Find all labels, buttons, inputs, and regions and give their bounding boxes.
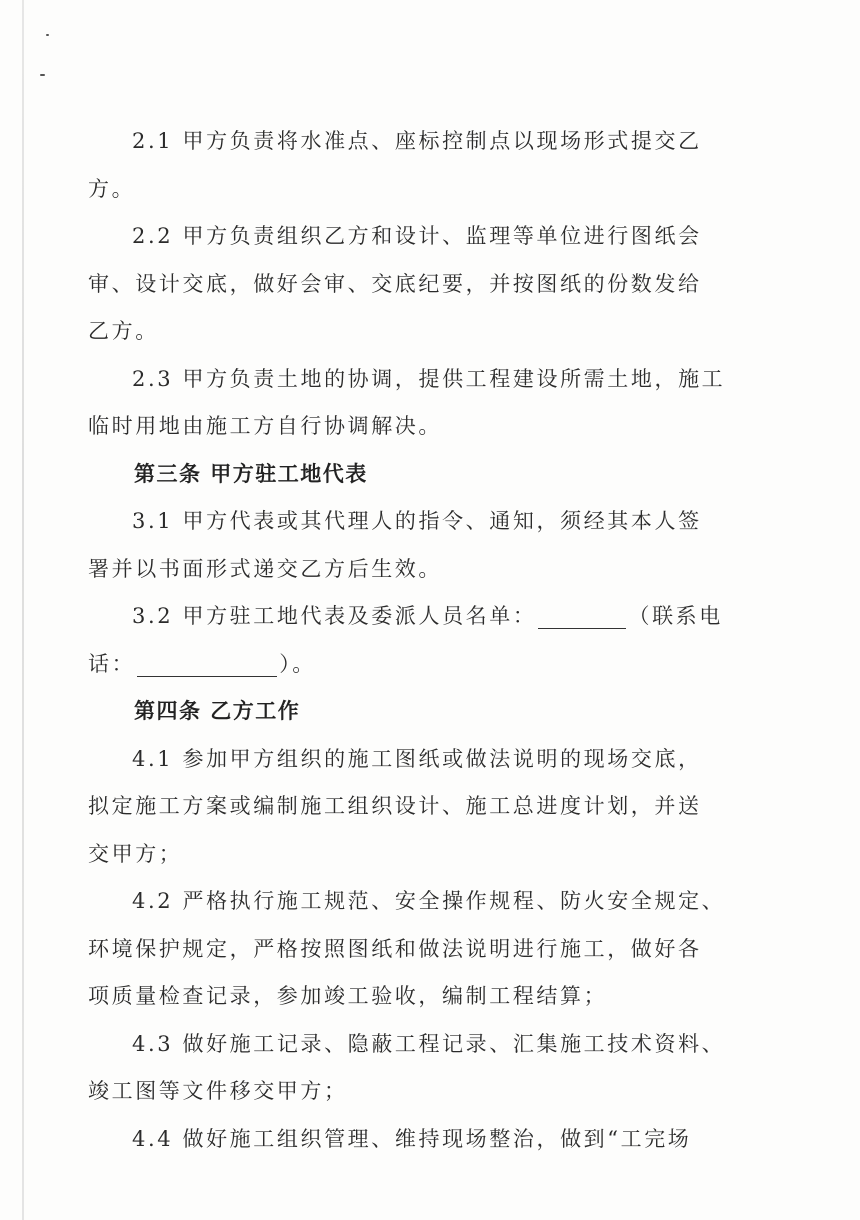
paragraph-3-1-line-1: 3.1 甲方代表或其代理人的指令、通知，须经其本人签 <box>132 509 702 533</box>
paragraph-3-2-phone-label: 话： <box>88 651 136 676</box>
paragraph-4-3-line-1: 4.3 做好施工记录、隐蔽工程记录、汇集施工技术资料、 <box>132 1031 726 1056</box>
paragraph-3-2-text-after-blank: （联系电 <box>628 604 723 628</box>
paragraph-2-2-line-1: 2.2 甲方负责组织乙方和设计、监理等单位进行图纸会 <box>132 224 702 248</box>
paragraph-2-3-line-2: 临时用地由施工方自行协调解决。 <box>88 414 442 438</box>
scan-speck <box>46 34 49 36</box>
paragraph-4-1-line-2: 拟定施工方案或编制施工组织设计、施工总进度计划，并送 <box>88 794 702 818</box>
paragraph-3-2-closing: ）。 <box>279 651 316 676</box>
paragraph-4-2-line-2: 环境保护规定，严格按照图纸和做法说明进行施工，做好各 <box>88 936 702 961</box>
paragraph-4-3-line-2: 竣工图等文件移交甲方； <box>88 1079 348 1103</box>
paragraph-3-1-line-2: 署并以书面形式递交乙方后生效。 <box>88 556 442 581</box>
paragraph-2-1-line-2: 方。 <box>88 176 136 201</box>
scan-edge-shadow <box>22 0 24 1220</box>
paragraph-4-4-line-1: 4.4 做好施工组织管理、维持现场整治，做到“工完场 <box>132 1126 692 1151</box>
section-heading-article-4: 第四条 乙方工作 <box>134 699 301 723</box>
contact-phone-blank <box>137 654 277 677</box>
paragraph-3-2-line-1 <box>88 593 723 641</box>
paragraph-4-2-line-1: 4.2 严格执行施工规范、安全操作规程、防火安全规定、 <box>132 889 726 913</box>
paragraph-4-1-line-1: 4.1 参加甲方组织的施工图纸或做法说明的现场交底， <box>132 746 702 771</box>
paragraph-2-3-line-1: 2.3 甲方负责土地的协调，提供工程建设所需土地，施工 <box>132 366 726 391</box>
paragraph-4-2-line-3: 项质量检查记录，参加竣工验收，编制工程结算； <box>88 984 608 1008</box>
paragraph-2-2-line-3: 乙方。 <box>88 319 159 343</box>
paragraph-2-2-line-2: 审、设计交底，做好会审、交底纪要，并按图纸的份数发给 <box>88 271 702 296</box>
paragraph-3-2-line-2 <box>88 641 708 689</box>
paragraph-3-2-text-before-blank: 3.2 甲方驻工地代表及委派人员名单： <box>132 604 537 628</box>
section-heading-article-3: 第三条 甲方驻工地代表 <box>134 461 368 486</box>
representative-name-blank <box>538 606 626 629</box>
paragraph-2-1-line-1: 2.1 甲方负责将水准点、座标控制点以现场形式提交乙 <box>132 129 702 153</box>
paragraph-4-1-line-3: 交甲方； <box>88 841 183 866</box>
scan-speck <box>40 74 45 76</box>
document-body <box>88 118 726 1163</box>
